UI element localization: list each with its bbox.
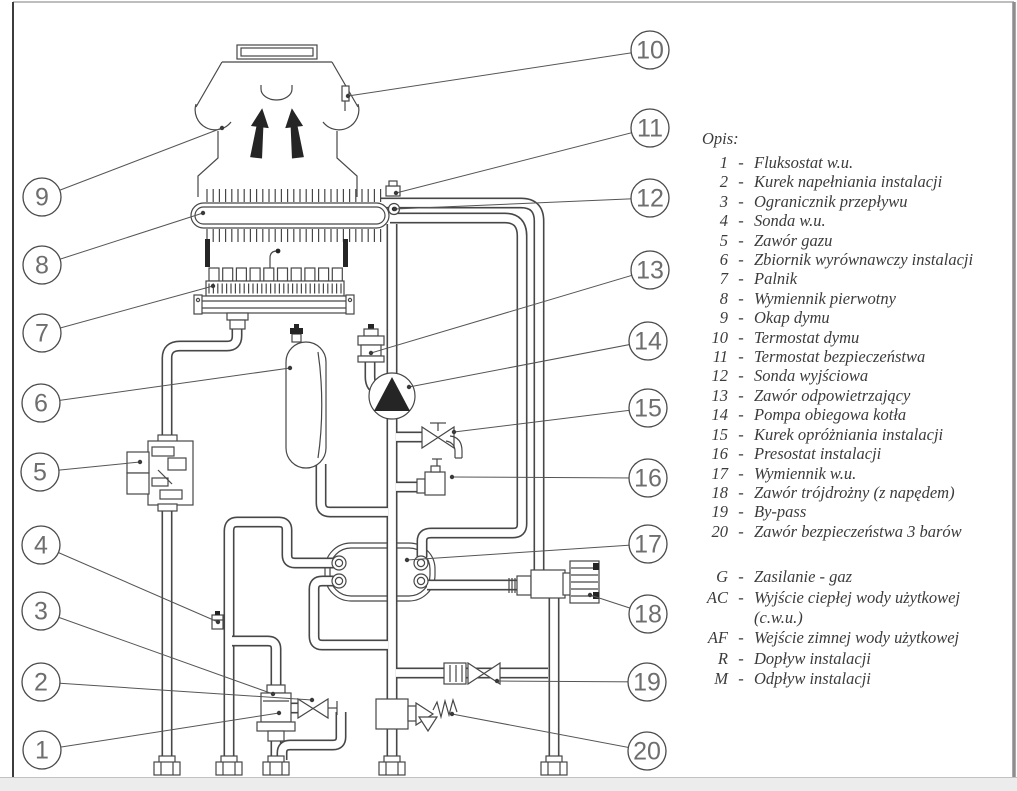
callout-number: 7: [35, 319, 49, 348]
burner: [194, 249, 354, 329]
legend-item-dash: -: [738, 463, 744, 483]
callout-19: [628, 663, 666, 701]
legend-row: [700, 250, 1016, 269]
callout-number: 13: [636, 256, 664, 285]
legend-item-number: 4: [719, 211, 728, 231]
legend-item-label: Presostat instalacji: [754, 444, 882, 464]
legend-item-number: M: [714, 669, 728, 689]
legend-item-dash: -: [738, 587, 744, 607]
legend-item-label: Palnik: [754, 269, 798, 289]
legend-item-number: 13: [711, 385, 728, 405]
callout-14: [629, 322, 667, 360]
callout-20: [628, 732, 666, 770]
leader-dot: [346, 94, 350, 98]
legend-item-label: Odpływ instalacji: [754, 669, 871, 689]
callout-number: 12: [636, 184, 664, 213]
legend-title: Opis:: [702, 129, 739, 148]
legend-item-label: (c.w.u.): [754, 607, 803, 627]
legend-row: [700, 444, 1016, 463]
leader-dot: [277, 711, 281, 715]
legend-item-label: Dopływ instalacji: [754, 648, 871, 668]
legend-item-label: Zbiornik wyrównawczy instalacji: [754, 250, 974, 270]
legend-item-dash: -: [738, 250, 744, 270]
legend-item-label: By-pass: [754, 502, 807, 522]
callout-5: [21, 453, 59, 491]
legend-item-label: Sonda w.u.: [754, 211, 826, 231]
legend-item-number: 7: [719, 269, 728, 289]
legend-item-number: 20: [711, 521, 728, 541]
legend-item-number: 5: [719, 230, 728, 250]
legend-item-number: AC: [706, 587, 728, 607]
leader-dot: [393, 207, 397, 211]
legend-row: [700, 308, 1016, 327]
legend-item-label: Okap dymu: [754, 308, 830, 328]
legend-item-number: G: [716, 567, 728, 587]
flue-arrow-right: [283, 107, 307, 159]
air-vent-valve: [358, 324, 384, 362]
legend-item-number: 9: [719, 308, 728, 328]
leader-dot: [201, 211, 205, 215]
legend-item-number: [700, 608, 728, 628]
legend-item-label: Sonda wyjściowa: [754, 366, 869, 386]
callout-number: 16: [634, 464, 662, 493]
legend-row: [700, 347, 1016, 366]
filling-valve: [298, 699, 337, 718]
leader-dot: [216, 620, 220, 624]
leader-dot: [138, 460, 142, 464]
legend-item-number: 17: [711, 463, 728, 483]
legend-item-number: 18: [711, 482, 728, 502]
legend-row: [700, 153, 1016, 172]
callout-number: 2: [34, 668, 48, 697]
page-bottom-strip: [0, 777, 1017, 791]
callout-number: 8: [35, 251, 49, 280]
primary-heat-exchanger: [191, 189, 389, 267]
callout-4: [22, 526, 60, 564]
legend-item-number: 15: [711, 424, 728, 444]
legend-item-number: 12: [711, 366, 728, 386]
legend-item-number: 8: [719, 288, 728, 308]
legend-item-dash: -: [738, 172, 744, 192]
leader-dot: [588, 593, 592, 597]
legend-row: [700, 172, 1016, 191]
legend-connections: [700, 567, 1016, 689]
legend-item-number: 1: [719, 153, 728, 172]
legend-item-number: 2: [719, 172, 728, 192]
circulation-pump: [369, 373, 415, 419]
legend-item-label: Zawór gazu: [754, 230, 833, 250]
legend-item-dash: -: [738, 347, 744, 367]
legend-item-number: 6: [719, 250, 728, 270]
callout-18: [629, 595, 667, 633]
legend-item-label: Zawór trójdrożny (z napędem): [754, 482, 955, 502]
callout-10: [631, 31, 669, 69]
legend-item-dash: -: [738, 327, 744, 347]
callout-6: [22, 384, 60, 422]
callout-16: [629, 459, 667, 497]
legend-item-dash: -: [738, 424, 744, 444]
pipe-union: [541, 756, 567, 775]
leader-dot: [220, 126, 224, 130]
callout-number: 11: [637, 114, 663, 143]
legend-item-label: Zawór odpowietrzający: [754, 385, 911, 405]
legend-item-label: Termostat bezpieczeństwa: [754, 347, 926, 367]
callout-number: 3: [34, 597, 48, 626]
legend-item-dash: -: [738, 269, 744, 289]
legend-item-label: Fluksostat w.u.: [754, 153, 854, 172]
legend-items: [700, 153, 1016, 541]
legend-item-label: Termostat dymu: [754, 327, 860, 347]
legend-item-dash: -: [738, 648, 744, 668]
legend-item-label: Wyjście ciepłej wody użytkowej: [754, 587, 961, 607]
callout-number: 17: [634, 530, 662, 559]
pressure-switch: [417, 459, 445, 495]
legend-item-dash: -: [738, 385, 744, 405]
legend-item-label: Ogranicznik przepływu: [754, 191, 908, 211]
legend-row: [700, 628, 1016, 648]
expansion-tank: [286, 324, 326, 468]
callout-number: 4: [34, 531, 48, 560]
legend-item-number: 14: [711, 405, 728, 425]
bottom-connections: [154, 756, 567, 775]
legend-item-number: 19: [711, 502, 728, 522]
leader-dot: [450, 712, 454, 716]
leader-dot: [211, 284, 215, 288]
legend-item-dash: -: [738, 669, 744, 689]
legend-item-dash: -: [738, 567, 744, 587]
legend-item-number: 3: [719, 191, 728, 211]
legend-item-dash: -: [738, 211, 744, 231]
leader-dot: [407, 385, 411, 389]
legend-item-number: 16: [711, 444, 728, 464]
legend-item-label: Wymiennik w.u.: [754, 463, 857, 483]
legend-row: [700, 464, 1016, 483]
legend-row: [700, 649, 1016, 669]
gas-valve: [127, 435, 193, 511]
legend-item-label: Pompa obiegowa kotła: [754, 405, 907, 425]
legend-item-label: Wejście zimnej wody użytkowej: [754, 628, 960, 648]
legend-row: [700, 425, 1016, 444]
leader-dot: [310, 698, 314, 702]
legend-item-label: Wymiennik pierwotny: [754, 288, 896, 308]
safety-valve: [376, 699, 457, 731]
legend-item-dash: -: [738, 628, 744, 648]
pipe-union: [154, 756, 180, 775]
legend-row: [700, 483, 1016, 502]
legend-item-dash: -: [738, 230, 744, 250]
legend-row: [700, 328, 1016, 347]
callout-number: 18: [634, 600, 662, 629]
leader-dot: [452, 430, 456, 434]
legend-row: [700, 588, 1016, 608]
leader-dot: [369, 351, 373, 355]
callout-number: 9: [35, 183, 49, 212]
leader-dot: [450, 475, 454, 479]
callout-17: [629, 525, 667, 563]
legend-row: [700, 522, 1016, 541]
leader-dot: [394, 191, 398, 195]
callout-number: 5: [33, 458, 47, 487]
callout-13: [631, 251, 669, 289]
callout-number: 1: [35, 736, 49, 765]
legend-row: [700, 231, 1016, 250]
callout-8: [23, 246, 61, 284]
legend-item-dash: -: [738, 444, 744, 464]
callout-7: [23, 314, 61, 352]
legend-row: [700, 567, 1016, 587]
legend-row: [700, 386, 1016, 405]
leader-dot: [271, 692, 275, 696]
callout-11: [631, 109, 669, 147]
legend-row: [700, 366, 1016, 385]
legend-item-number: AF: [707, 628, 728, 648]
legend-item-label: Zasilanie - gaz: [754, 567, 853, 587]
legend-item-dash: -: [738, 288, 744, 308]
drain-valve: [422, 423, 462, 458]
three-way-valve: [509, 561, 599, 603]
callout-1: [23, 731, 61, 769]
flue-hood: [195, 45, 359, 197]
leader-dot: [405, 558, 409, 562]
legend-item-number: 11: [712, 347, 728, 367]
legend-item-number: 10: [711, 327, 728, 347]
legend-row: [700, 669, 1016, 689]
legend-row: [700, 608, 1016, 628]
callout-15: [629, 389, 667, 427]
legend-item-dash: -: [738, 191, 744, 211]
callout-number: 19: [633, 668, 661, 697]
leader-dot: [495, 679, 499, 683]
callout-number: 10: [636, 36, 664, 65]
pipe-union: [216, 756, 242, 775]
callout-number: 15: [634, 394, 662, 423]
legend-item-number: R: [717, 648, 728, 668]
callout-number: 20: [633, 737, 661, 766]
legend-item-dash: -: [738, 521, 744, 541]
legend-item-label: Kurek napełniania instalacji: [754, 172, 943, 192]
legend-row: [700, 405, 1016, 424]
legend-item-label: Kurek opróżniania instalacji: [754, 424, 944, 444]
smoke-thermostat: [342, 86, 349, 111]
leader-dot: [288, 366, 292, 370]
legend-item-dash: -: [738, 405, 744, 425]
bypass-valve: [444, 663, 500, 684]
legend-item-dash: -: [738, 482, 744, 502]
legend-row: [700, 211, 1016, 230]
legend-item-dash: -: [738, 308, 744, 328]
callout-2: [22, 663, 60, 701]
callout-3: [22, 592, 60, 630]
legend-row: [700, 269, 1016, 288]
flue-arrow-left: [247, 107, 271, 159]
legend-row: [700, 192, 1016, 211]
legend-item-dash: [728, 608, 754, 628]
callout-number: 14: [634, 327, 662, 356]
legend-panel: [700, 129, 1016, 690]
callout-12: [631, 179, 669, 217]
legend-item-dash: -: [738, 502, 744, 522]
legend-item-label: Zawór bezpieczeństwa 3 barów: [754, 521, 962, 541]
callout-number: 6: [34, 389, 48, 418]
legend-item-dash: -: [738, 153, 744, 172]
legend-item-dash: -: [738, 366, 744, 386]
callout-9: [23, 178, 61, 216]
legend-row: [700, 289, 1016, 308]
callout-circles: [21, 31, 669, 770]
pipe-union: [379, 756, 405, 775]
legend-row: [700, 502, 1016, 521]
